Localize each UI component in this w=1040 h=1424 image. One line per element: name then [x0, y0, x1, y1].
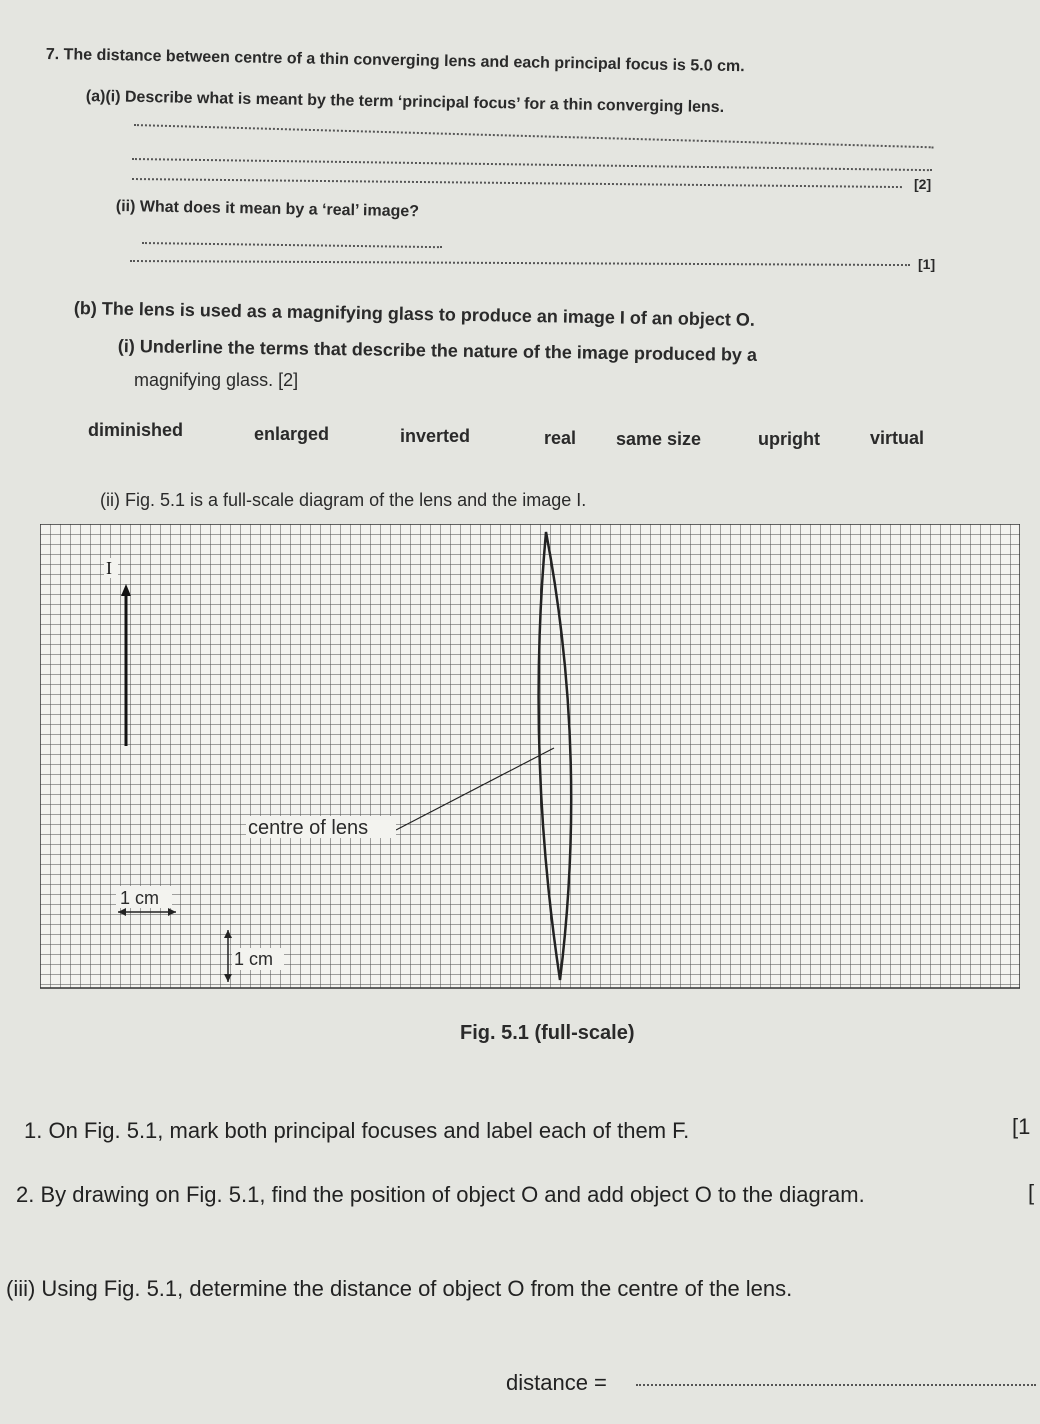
- question-b: (b) The lens is used as a magnifying glass to produce an image I of an object O.: [73, 298, 756, 330]
- marks-a-ii: [1]: [918, 256, 936, 272]
- question-b-i-line1: (i) Underline the terms that describe the nature of the image produced by a: [117, 336, 758, 365]
- task-2: 2. By drawing on Fig. 5.1, find the position of object O and add object O to the diagram.: [16, 1182, 865, 1207]
- answer-line-a-i-3[interactable]: [132, 178, 902, 188]
- scale-vertical-label: 1 cm: [234, 949, 274, 969]
- answer-line-a-i-2[interactable]: [132, 158, 932, 171]
- question-a-ii: (ii) What does it mean by a ‘real’ image?: [115, 198, 420, 221]
- figure-5-1[interactable]: [40, 524, 1020, 990]
- figure-caption: Fig. 5.1 (full-scale): [460, 1022, 635, 1044]
- option-upright[interactable]: upright: [758, 429, 820, 449]
- question-b-ii: (ii) Fig. 5.1 is a full-scale diagram of the lens and the image I.: [100, 490, 587, 510]
- task-1-marks: [1: [1012, 1114, 1031, 1139]
- answer-line-a-i-1[interactable]: [134, 124, 934, 148]
- scale-horizontal-label: 1 cm: [120, 888, 160, 908]
- option-enlarged[interactable]: enlarged: [254, 424, 330, 444]
- marks-a-i: [2]: [914, 176, 932, 192]
- option-diminished[interactable]: diminished: [88, 420, 184, 440]
- question-b-i-line2: magnifying glass. [2]: [134, 370, 299, 390]
- question-a-i: (a)(i) Describe what is meant by the term ‘principal focus’ for a thin converging lens.: [85, 88, 725, 117]
- centre-of-lens-label: centre of lens: [248, 817, 369, 839]
- image-label: I: [106, 558, 112, 578]
- option-same-size[interactable]: same size: [616, 429, 702, 449]
- question-iii: (iii) Using Fig. 5.1, determine the distance of object O from the centre of the lens.: [6, 1276, 793, 1301]
- answer-line-a-ii-2[interactable]: [130, 260, 910, 266]
- task-2-marks: [: [1028, 1180, 1035, 1205]
- distance-answer-line[interactable]: [636, 1384, 1036, 1386]
- task-1: 1. On Fig. 5.1, mark both principal focuses and label each of them F.: [24, 1118, 690, 1143]
- option-inverted[interactable]: inverted: [400, 426, 471, 446]
- option-virtual[interactable]: virtual: [870, 428, 925, 448]
- question-intro: 7. The distance between centre of a thin converging lens and each principal focus is 5.0 cm.: [45, 46, 745, 76]
- answer-line-a-ii-1[interactable]: [142, 242, 442, 248]
- distance-label: distance =: [506, 1370, 607, 1395]
- grid-lines: [40, 524, 1020, 988]
- option-real[interactable]: real: [544, 428, 577, 448]
